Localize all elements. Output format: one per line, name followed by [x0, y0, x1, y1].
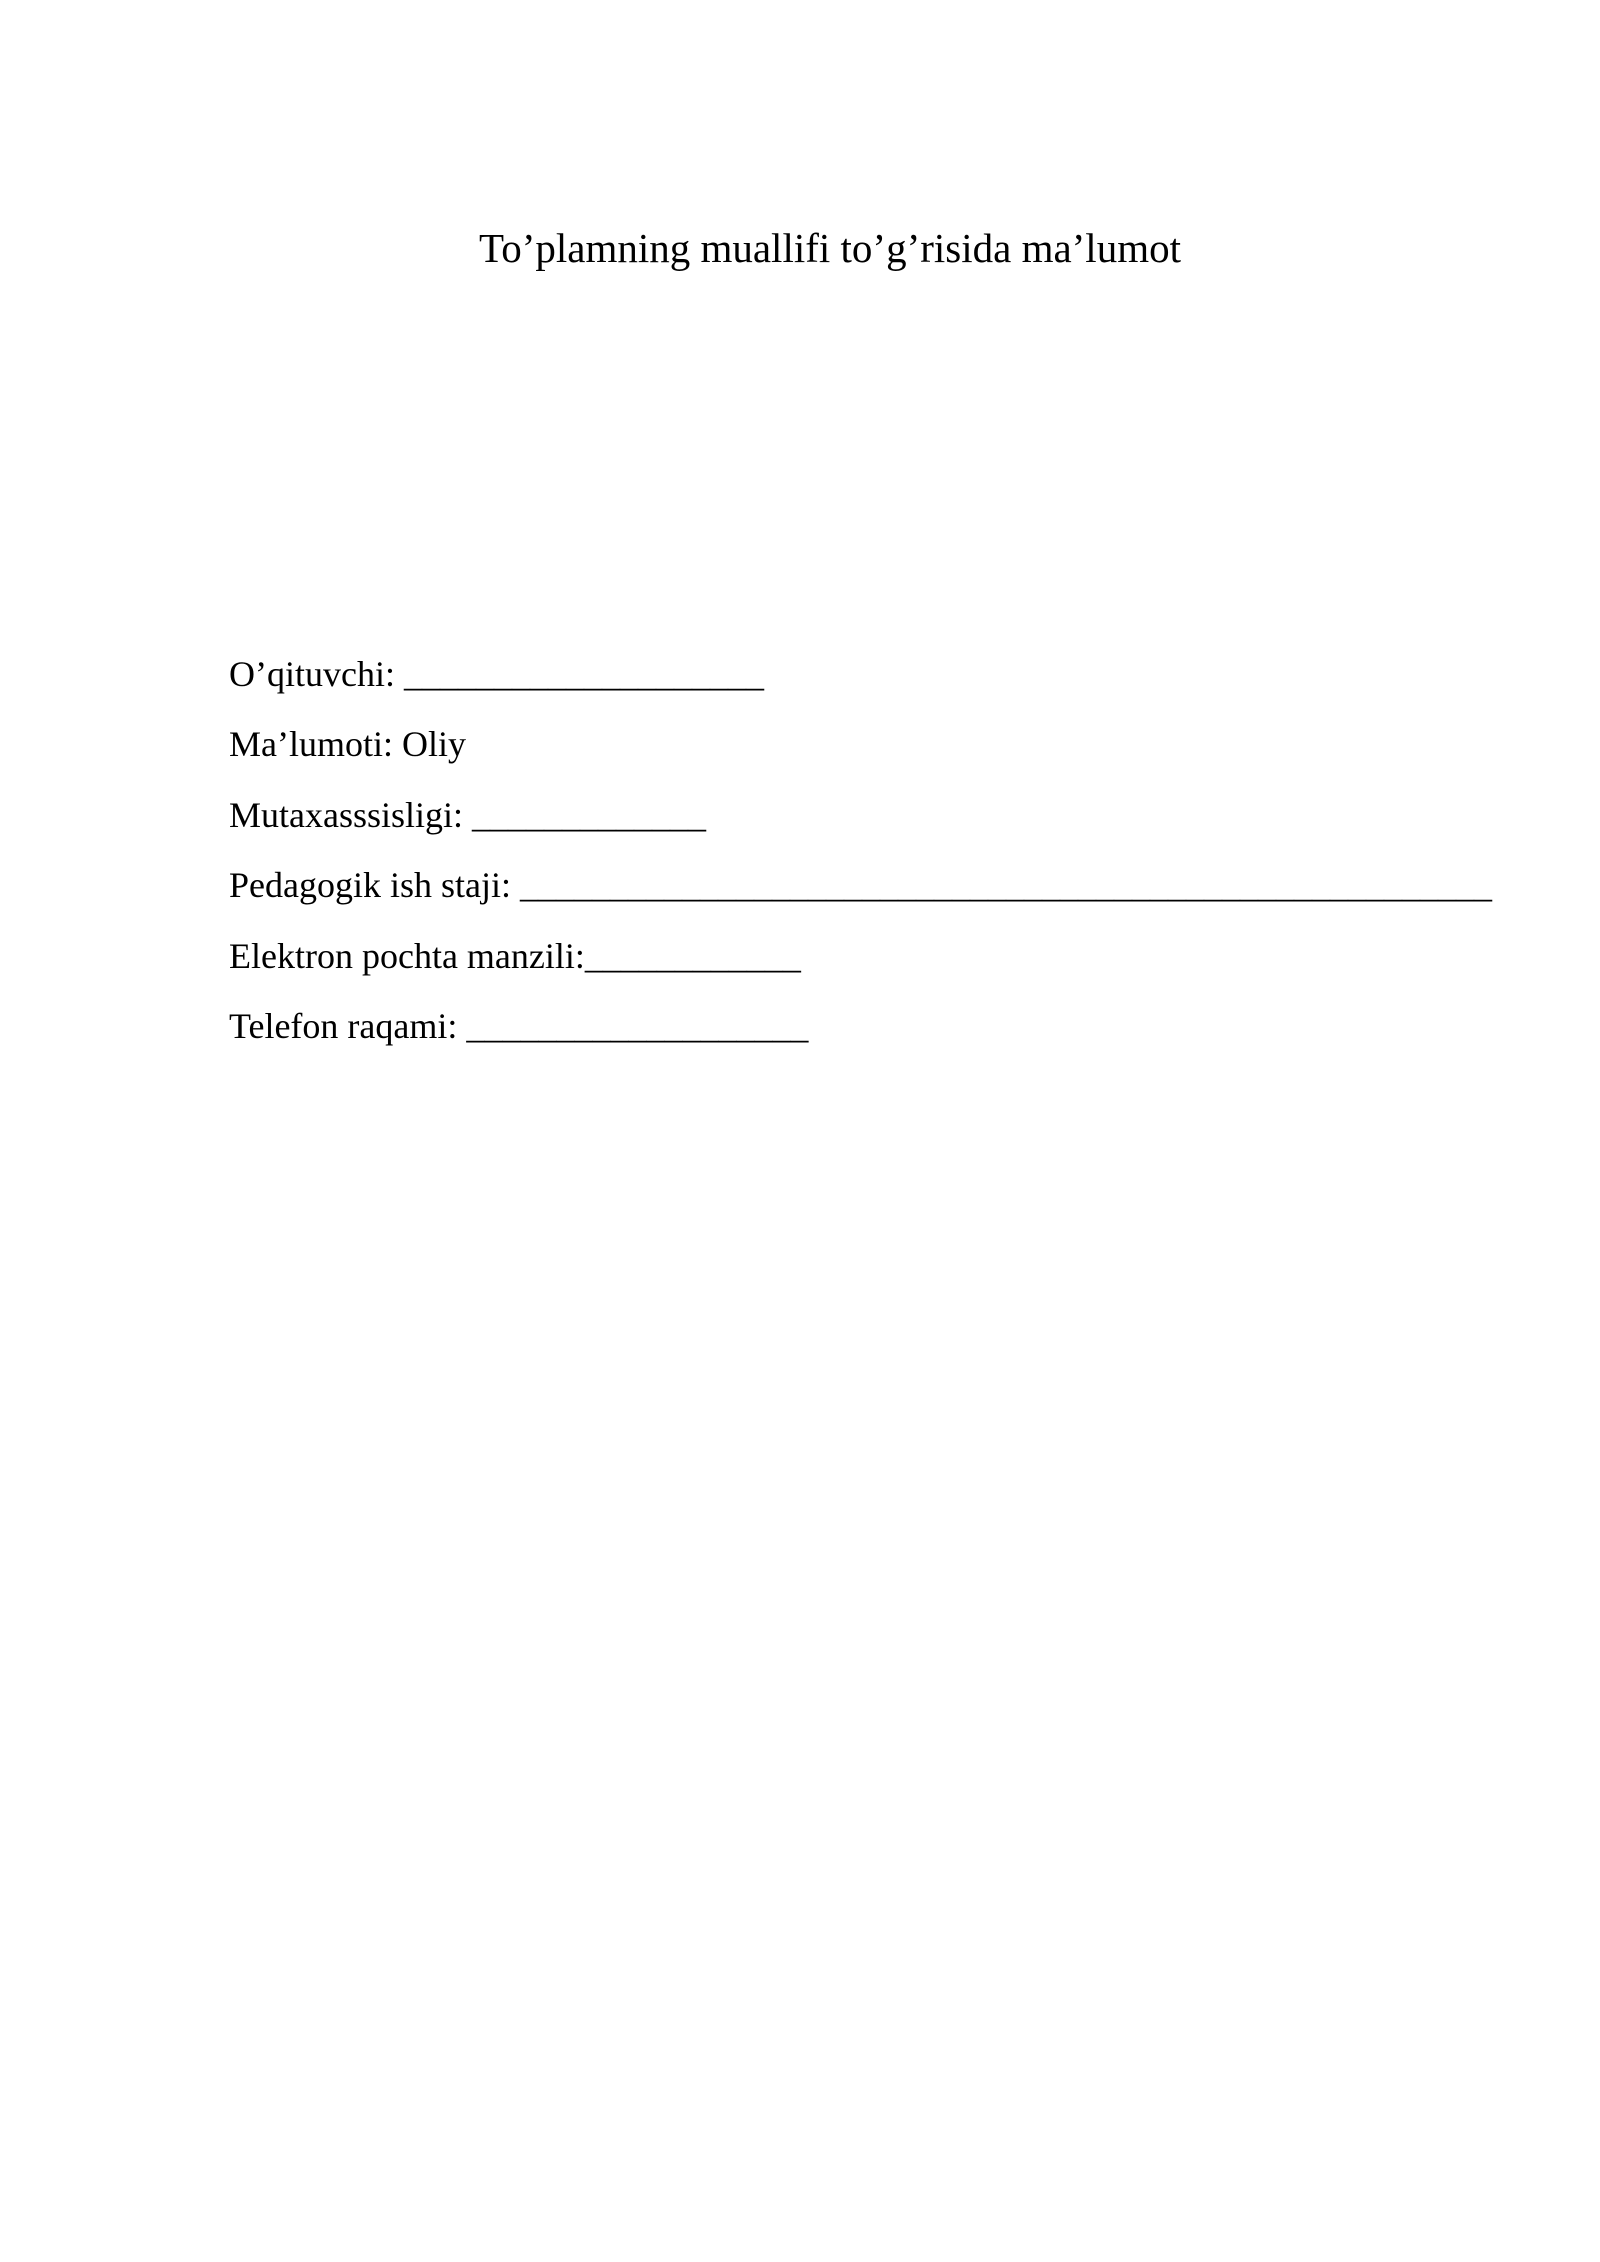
- field-education: Ma’lumoti: Oliy: [229, 724, 466, 765]
- field-specialty: Mutaxasssisligi: _____________: [229, 794, 707, 835]
- field-phone: Telefon raqami: ___________________: [229, 1005, 809, 1046]
- document-title: To’plamning muallifi to’g’risida ma’lumot: [479, 225, 1181, 271]
- field-teacher: O’qituvchi: ____________________: [229, 654, 764, 694]
- author-info-fields: [229, 648, 1529, 1070]
- field-teaching-experience: Pedagogik ish staji: ______________________________________________________: [229, 865, 1492, 906]
- field-email: Elektron pochta manzili:____________: [229, 935, 801, 976]
